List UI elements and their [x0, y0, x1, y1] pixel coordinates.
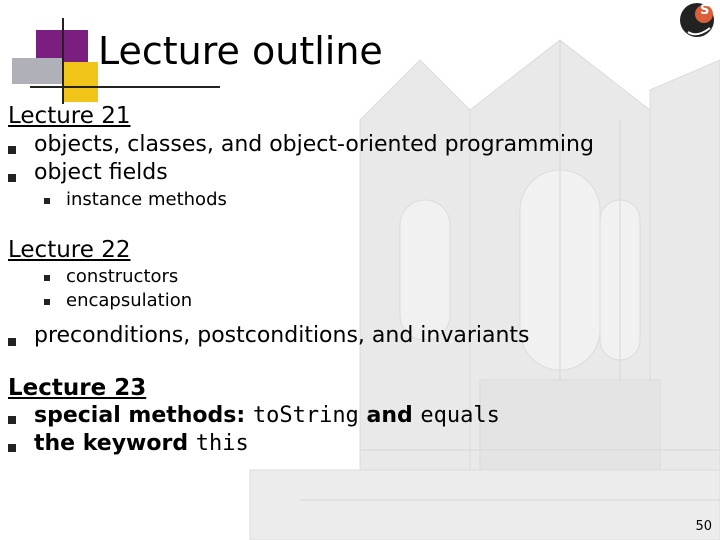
logo-icon	[674, 0, 720, 44]
code-this: this	[195, 431, 249, 456]
list-item	[34, 430, 249, 458]
sub-bullet-icon	[44, 275, 50, 281]
bullet-icon	[8, 146, 16, 154]
bullet-icon	[8, 338, 16, 346]
list-item	[34, 402, 500, 430]
title-gray-square	[12, 58, 64, 84]
list-item: preconditions, postconditions, and invariants	[34, 323, 530, 348]
code-tostring: toString	[252, 403, 359, 428]
item-text: special methods:	[34, 403, 253, 428]
title-horizontal-line	[30, 86, 220, 88]
title-yellow-square	[62, 62, 98, 102]
sub-bullet-icon	[44, 198, 50, 204]
bullet-icon	[8, 416, 16, 424]
logo-letter: S	[700, 3, 710, 18]
code-equals: equals	[420, 403, 500, 428]
bullet-icon	[8, 174, 16, 182]
item-text: the keyword	[34, 431, 196, 456]
list-item: objects, classes, and object-oriented programming	[34, 132, 594, 157]
section-heading-lecture-23: Lecture 23	[8, 375, 147, 401]
slide-title: Lecture outline	[98, 29, 383, 73]
bullet-icon	[8, 444, 16, 452]
sub-list-item: encapsulation	[66, 290, 193, 311]
sub-bullet-icon	[44, 299, 50, 305]
item-text-mid: and	[358, 403, 421, 428]
section-heading-lecture-22: Lecture 22	[8, 237, 131, 263]
list-item: object fields	[34, 160, 168, 185]
title-vertical-line	[62, 18, 64, 104]
section-heading-lecture-21: Lecture 21	[8, 103, 131, 129]
sub-list-item: instance methods	[66, 189, 227, 210]
page-number: 50	[695, 519, 712, 534]
sub-list-item: constructors	[66, 266, 179, 287]
